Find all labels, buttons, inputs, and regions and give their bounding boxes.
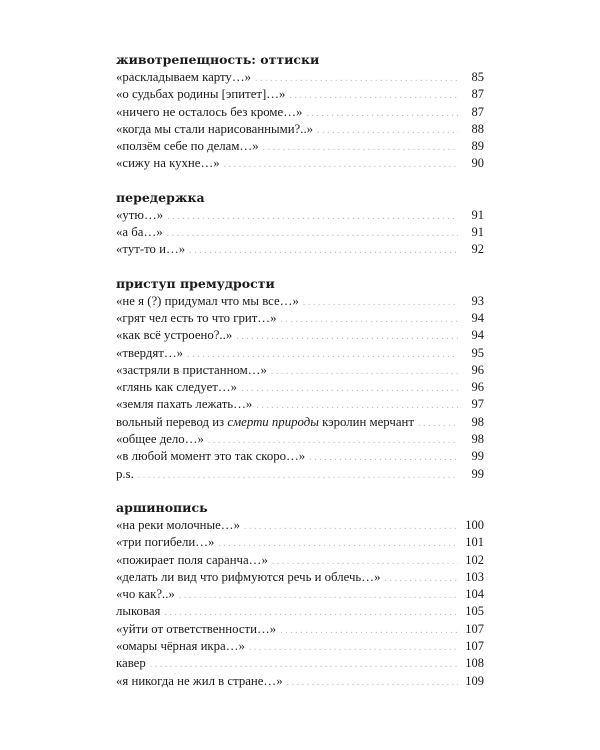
section-title: аршинопись xyxy=(116,499,208,515)
entry-title: «тут-то и…» xyxy=(116,242,186,257)
toc-entry xyxy=(116,517,484,534)
dot-leader xyxy=(255,70,458,87)
entry-title: «а ба…» xyxy=(116,225,163,240)
toc-entry xyxy=(116,86,484,103)
page-number: 88 xyxy=(471,121,484,136)
section-title: передержка xyxy=(116,189,205,205)
dot-leader xyxy=(138,467,458,484)
toc-entry xyxy=(116,466,484,483)
toc-entry xyxy=(116,121,484,138)
page-number: 90 xyxy=(471,156,484,171)
toc-entry xyxy=(116,603,484,620)
dot-leader xyxy=(179,587,458,604)
entry-title: «раскладываем карту…» xyxy=(116,70,252,84)
dot-leader xyxy=(187,346,458,363)
dot-leader xyxy=(150,656,458,673)
dot-leader xyxy=(281,311,459,328)
entry-title: «уйти от ответственности…» xyxy=(116,621,277,636)
dot-leader xyxy=(189,242,458,259)
section-title: приступ премудрости xyxy=(116,275,275,291)
dot-leader xyxy=(263,139,458,156)
toc-entry xyxy=(116,534,484,551)
dot-leader xyxy=(249,639,458,656)
dot-leader xyxy=(272,553,458,570)
dot-leader xyxy=(224,156,458,173)
toc-section xyxy=(116,52,484,173)
entry-title: «пожирает поля саранча…» xyxy=(116,552,268,567)
page-number: 96 xyxy=(471,380,484,395)
entry-title: «чо как?..» xyxy=(116,587,175,602)
entry-title: «я никогда не жил в стране…» xyxy=(116,673,283,688)
dot-leader xyxy=(167,225,458,242)
page-number: 99 xyxy=(471,466,484,481)
toc-entry xyxy=(116,155,484,172)
toc-entry xyxy=(116,673,484,690)
page-number: 104 xyxy=(465,587,484,602)
entry-title: «земля пахать лежать…» xyxy=(116,397,253,412)
dot-leader xyxy=(384,570,458,587)
entry-title: кавер xyxy=(116,656,146,671)
toc-entry xyxy=(116,345,484,362)
dot-leader xyxy=(303,294,458,311)
entry-title-suffix: кэролин мерчант xyxy=(318,414,414,429)
toc-entry xyxy=(116,224,484,241)
toc-entry xyxy=(116,396,484,413)
page-number: 107 xyxy=(465,621,484,636)
entry-title: «в любой момент это так скоро…» xyxy=(116,449,306,464)
section-title: животрепещность: оттиски xyxy=(116,52,320,67)
dot-leader xyxy=(164,604,458,621)
dot-leader xyxy=(218,535,458,552)
toc-entry xyxy=(116,552,484,569)
toc-entry xyxy=(116,586,484,603)
dot-leader xyxy=(208,432,458,449)
page-number: 87 xyxy=(471,87,484,102)
page-number: 107 xyxy=(465,639,484,654)
page-number: 91 xyxy=(471,225,484,240)
toc-section xyxy=(116,276,484,483)
entry-title: «глянь как следует…» xyxy=(116,380,238,395)
entry-title: «на реки молочные…» xyxy=(116,517,241,532)
toc-entry xyxy=(116,448,484,465)
toc-entry xyxy=(116,638,484,655)
dot-leader xyxy=(280,622,458,639)
toc-entry xyxy=(116,431,484,448)
page-number: 98 xyxy=(471,414,484,429)
toc-section xyxy=(116,190,484,259)
page-number: 96 xyxy=(471,362,484,377)
dot-leader xyxy=(317,122,458,139)
entry-title: «о судьбах родины [эпитет]…» xyxy=(116,87,286,102)
page-number: 99 xyxy=(471,449,484,464)
dot-leader xyxy=(271,363,458,380)
entry-title: «три погибели…» xyxy=(116,535,215,550)
toc-entry xyxy=(116,569,484,586)
dot-leader xyxy=(287,674,458,691)
entry-title: «застряли в пристанном…» xyxy=(116,362,267,377)
dot-leader xyxy=(236,328,458,345)
page-number: 101 xyxy=(465,535,484,550)
entry-title: «когда мы стали нарисованными?..» xyxy=(116,121,314,136)
page-number: 87 xyxy=(471,104,484,119)
page-number: 109 xyxy=(465,673,484,688)
toc-entry xyxy=(116,327,484,344)
toc-entry xyxy=(116,241,484,258)
table-of-contents xyxy=(116,52,484,707)
entry-title: «твердят…» xyxy=(116,345,184,360)
entry-title: лыковая xyxy=(116,604,161,619)
dot-leader xyxy=(256,397,458,414)
dot-leader xyxy=(309,449,458,466)
toc-entry xyxy=(116,69,484,86)
page-number: 108 xyxy=(465,656,484,671)
page-number: 94 xyxy=(471,310,484,325)
entry-title: «как всё устроено?..» xyxy=(116,328,233,343)
toc-entry xyxy=(116,655,484,672)
toc-entry xyxy=(116,362,484,379)
toc-entry xyxy=(116,310,484,327)
page-number: 100 xyxy=(465,517,484,532)
entry-title: p.s. xyxy=(116,466,134,481)
toc-entry xyxy=(116,379,484,396)
entry-title: «ничего не осталось без кроме…» xyxy=(116,104,303,119)
dot-leader xyxy=(167,208,458,225)
page-number: 95 xyxy=(471,345,484,360)
entry-title: «ползём себе по делам…» xyxy=(116,139,259,154)
entry-title-italic: смерти природы xyxy=(227,414,319,429)
dot-leader xyxy=(306,105,458,122)
toc-entry xyxy=(116,293,484,310)
page-number: 94 xyxy=(471,328,484,343)
page-number: 97 xyxy=(471,397,484,412)
toc-entry xyxy=(116,104,484,121)
page-number: 85 xyxy=(471,70,484,84)
dot-leader xyxy=(241,380,458,397)
toc-entry xyxy=(116,414,484,431)
entry-title: «омары чёрная икра…» xyxy=(116,639,245,654)
toc-entry xyxy=(116,621,484,638)
entry-title: «утю…» xyxy=(116,207,164,222)
page-number: 91 xyxy=(471,207,484,222)
toc-entry xyxy=(116,138,484,155)
toc-section xyxy=(116,500,484,690)
dot-leader xyxy=(418,415,458,432)
entry-title: «не я (?) придумал что мы все…» xyxy=(116,293,299,308)
entry-title: «делать ли вид что рифмуются речь и облечь…» xyxy=(116,569,381,584)
entry-title: «грят чел есть то что грит…» xyxy=(116,310,277,325)
page-number: 105 xyxy=(465,604,484,619)
page-number: 98 xyxy=(471,432,484,447)
toc-entry xyxy=(116,207,484,224)
page-number: 93 xyxy=(471,293,484,308)
page-number: 92 xyxy=(471,242,484,257)
page-number: 103 xyxy=(465,569,484,584)
entry-title: «сижу на кухне…» xyxy=(116,156,220,171)
dot-leader xyxy=(289,87,458,104)
page-number: 102 xyxy=(465,552,484,567)
entry-title: «общее дело…» xyxy=(116,432,204,447)
page-number: 89 xyxy=(471,139,484,154)
entry-title xyxy=(116,414,418,431)
dot-leader xyxy=(244,518,458,535)
entry-title-prefix: вольный перевод из xyxy=(116,414,228,429)
